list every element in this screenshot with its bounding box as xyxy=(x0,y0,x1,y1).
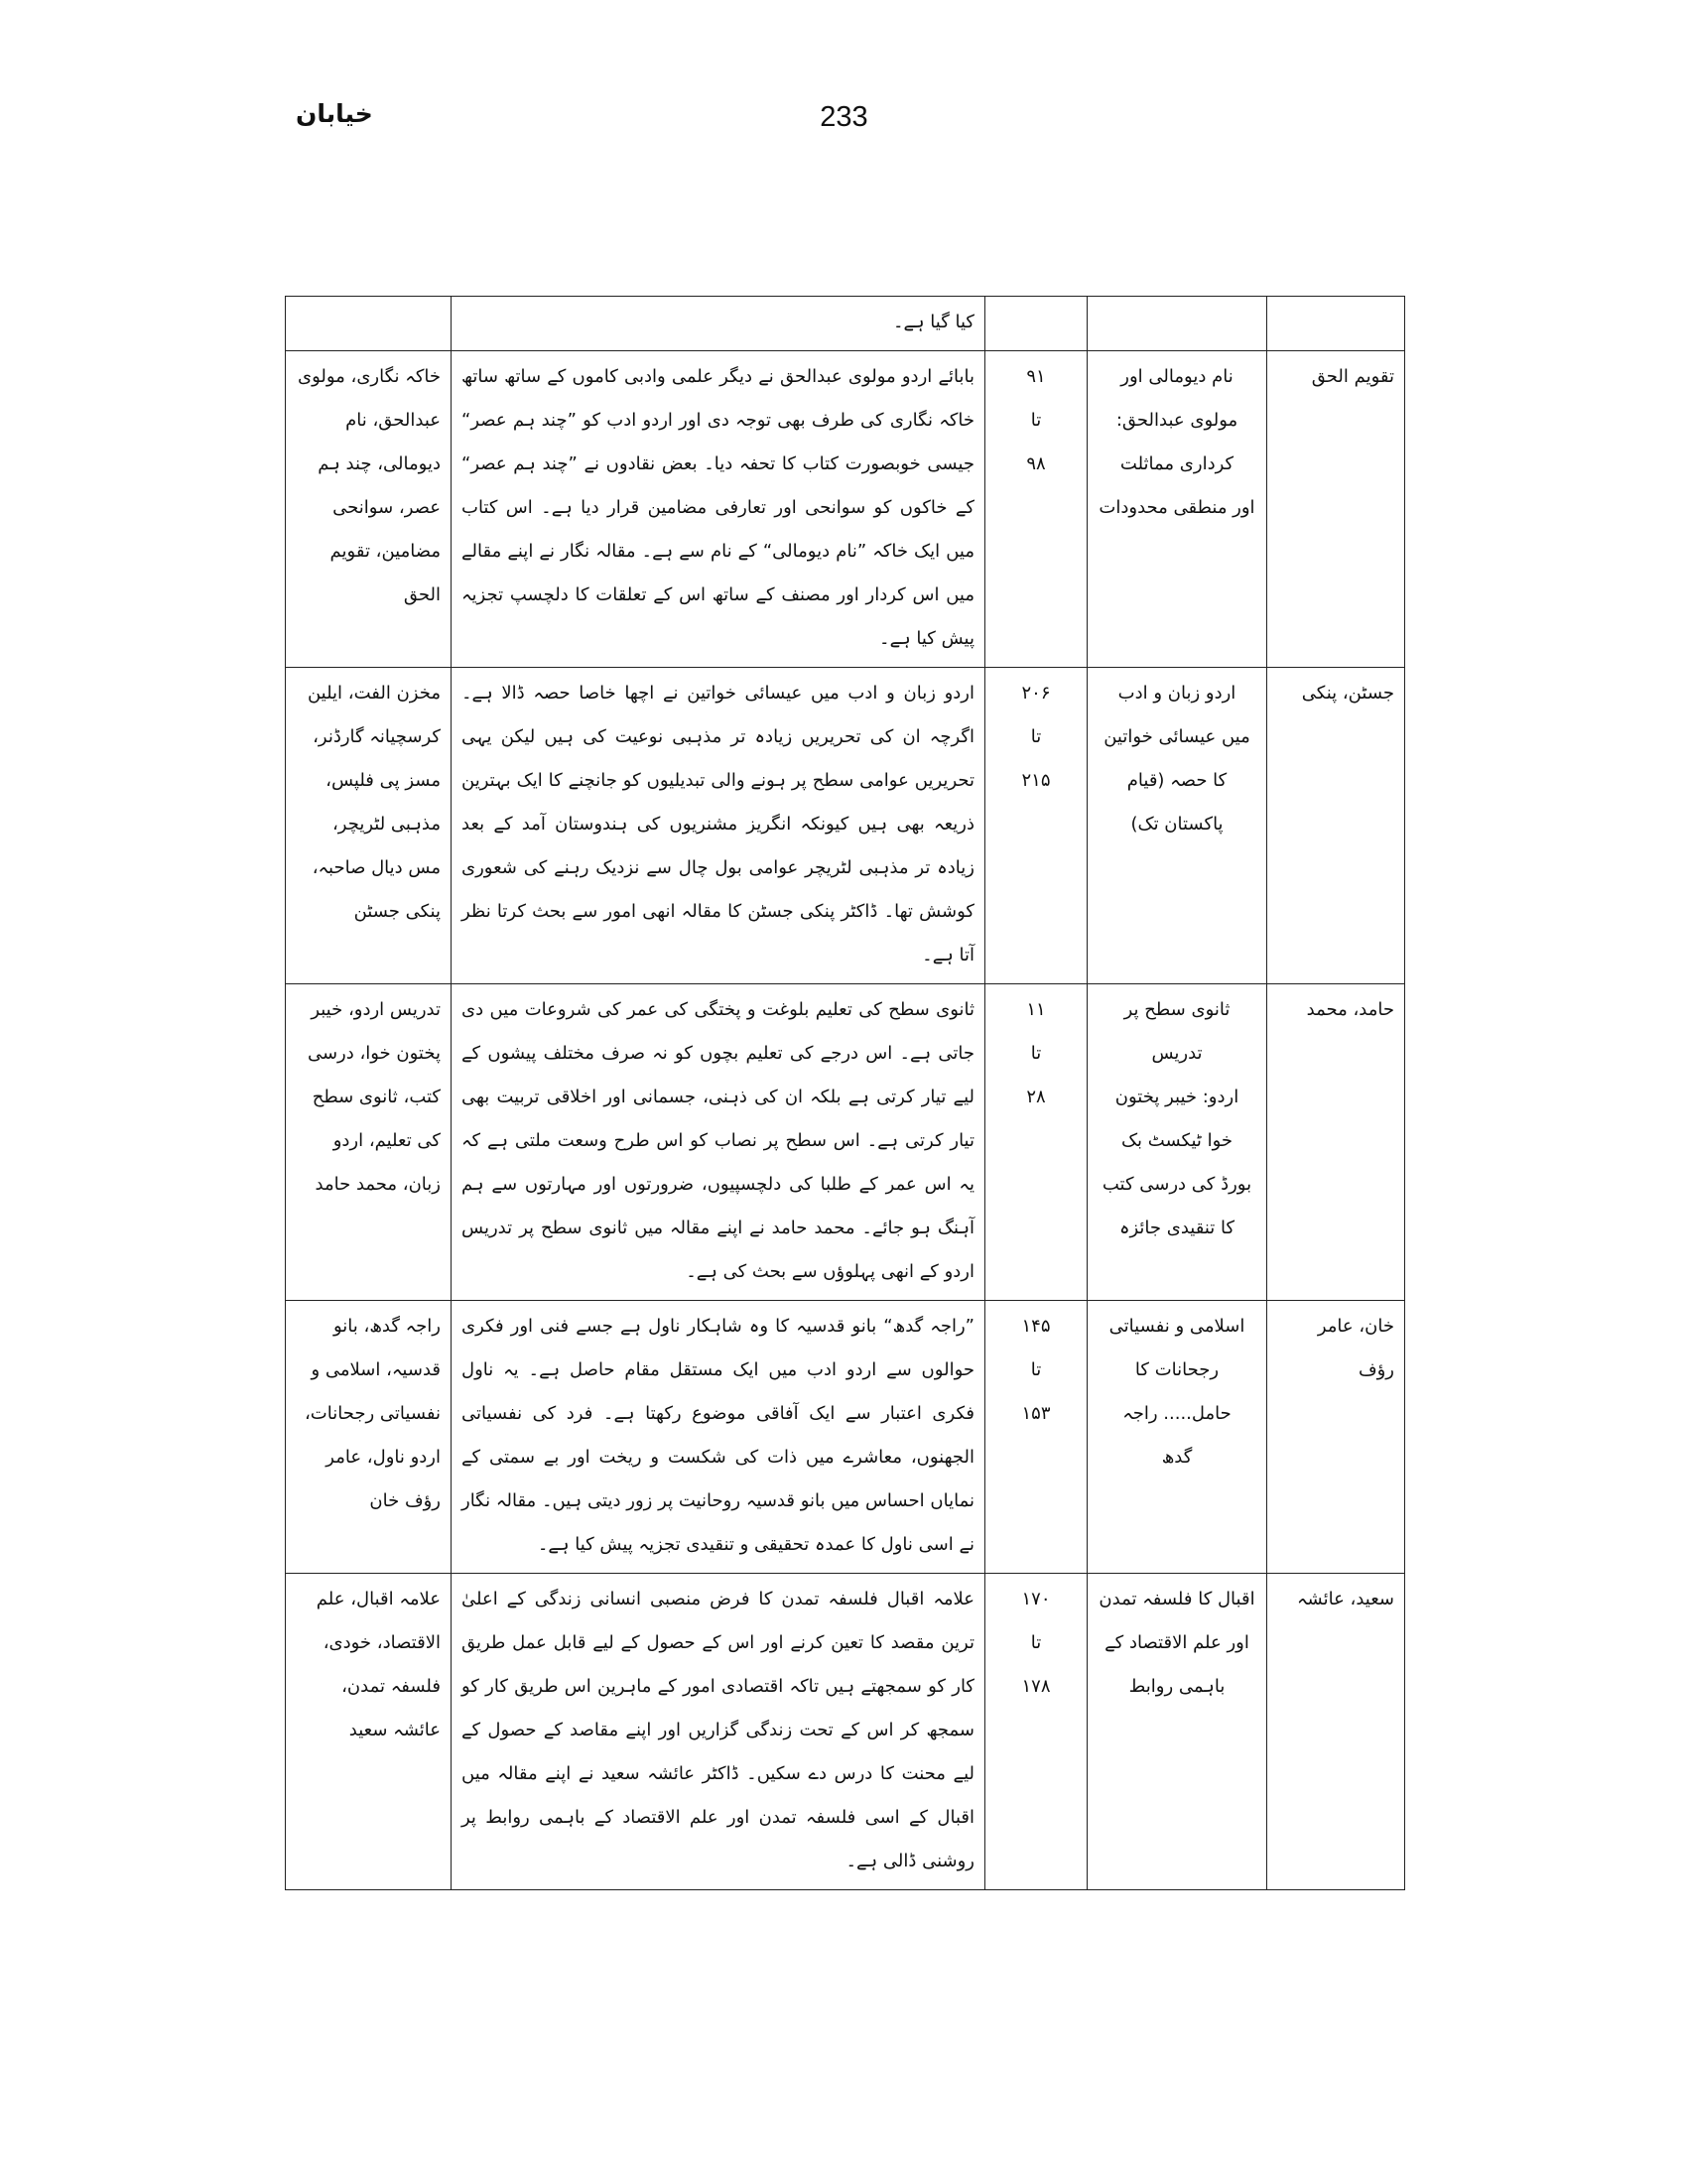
page-from: ۱۴۵ xyxy=(1021,1316,1051,1337)
title-line: اردو: خیبر پختون xyxy=(1114,1087,1239,1107)
title-line: گدھ xyxy=(1161,1447,1193,1468)
title-line: مولوی عبدالحق: xyxy=(1115,410,1238,431)
keywords-cell: خاکہ نگاری، مولوی عبدالحق، نام دیومالی، چند ہم عصر، سوانحی مضامین، تقویم الحق xyxy=(286,351,452,668)
title-line: اقبال کا فلسفہ تمدن xyxy=(1099,1589,1255,1609)
page-to-word: تا xyxy=(1030,410,1042,431)
title-line: اور علم الاقتصاد کے xyxy=(1104,1632,1249,1653)
title-cell xyxy=(1088,351,1267,668)
page-to: ۹۸ xyxy=(1026,453,1046,474)
keywords-cell xyxy=(286,297,452,351)
keywords-cell: علامہ اقبال، علم الاقتصاد، خودی، فلسفہ تمدن، عائشہ سعید xyxy=(286,1574,452,1890)
title-cell xyxy=(1088,297,1267,351)
table-row-continuation xyxy=(286,297,1405,351)
pages-cell xyxy=(985,1574,1088,1890)
journal-title: خیابان xyxy=(296,99,373,128)
pages-cell xyxy=(985,297,1088,351)
page-from: ۹۱ xyxy=(1026,366,1046,387)
page-from: ۲۰۶ xyxy=(1021,683,1051,704)
page-to-word: تا xyxy=(1030,1359,1042,1380)
table-row xyxy=(286,984,1405,1301)
page-to-word: تا xyxy=(1030,1632,1042,1653)
title-line: حامل..... راجہ xyxy=(1122,1403,1232,1424)
summary-cell: علامہ اقبال فلسفہ تمدن کا فرض منصبی انسانی زندگی کے اعلیٰ ترین مقصد کا تعین کرنے اور اس کے حصول کے لیے قابل عمل طریق کار کو سمجھتے ہیں تاکہ اقتصادی امور کے ماہرین اس طریق کار کو سمجھ کر اس کے تحت زندگی گزاریں اور اپنے مقاصد کے حصول کے لیے محنت کا درس دے سکیں۔ ڈاکٹر عائشہ سعید نے اپنے مقالہ میں اقبال کے اسی فلسفہ تمدن اور علم الاقتصاد کے باہمی روابط پر روشنی ڈالی ہے۔ xyxy=(452,1574,985,1890)
page-to: ۲۱۵ xyxy=(1021,770,1051,791)
title-line: نام دیومالی اور xyxy=(1120,366,1234,387)
title-line: ثانوی سطح پر تدریس xyxy=(1123,999,1231,1064)
title-line: میں عیسائی خواتین xyxy=(1104,726,1250,747)
title-line: بورڈ کی درسی کتب xyxy=(1102,1174,1252,1195)
author-cell xyxy=(1267,297,1405,351)
table-row xyxy=(286,1301,1405,1574)
title-line: کا تنقیدی جائزہ xyxy=(1118,1218,1235,1238)
title-line: رجحانات کا xyxy=(1134,1359,1220,1380)
title-line: کرداری مماثلت xyxy=(1119,453,1234,474)
table-row xyxy=(286,1574,1405,1890)
page-from: ۱۱ xyxy=(1026,999,1046,1020)
pages-cell xyxy=(985,668,1088,984)
pages-cell xyxy=(985,1301,1088,1574)
page-to-word: تا xyxy=(1030,726,1042,747)
pages-cell xyxy=(985,351,1088,668)
table-row xyxy=(286,351,1405,668)
page-to: ۲۸ xyxy=(1026,1087,1046,1107)
author-cell: خان، عامر رؤف xyxy=(1267,1301,1405,1574)
page-to: ۱۷۸ xyxy=(1021,1676,1051,1697)
author-cell: حامد، محمد xyxy=(1267,984,1405,1301)
title-line: خوا ٹیکسٹ بک xyxy=(1120,1130,1234,1151)
summary-cell: ثانوی سطح کی تعلیم بلوغت و پختگی کی عمر کی شروعات میں دی جاتی ہے۔ اس درجے کی تعلیم بچوں کو نہ صرف مختلف پیشوں کے لیے تیار کرتی ہے بلکہ ان کی ذہنی، جسمانی اور اخلاقی تربیت بھی تیار کرتی ہے۔ اس سطح پر نصاب کو اس طرح وسعت ملتی ہے کہ یہ اس عمر کے طلبا کی دلچسپیوں، ضرورتوں اور مہارتوں سے ہم آہنگ ہو جائے۔ محمد حامد نے اپنے مقالہ میں ثانوی سطح پر تدریس اردو کے انھی پہلوؤں سے بحث کی ہے۔ xyxy=(452,984,985,1301)
pages-cell xyxy=(985,984,1088,1301)
page-to: ۱۵۳ xyxy=(1021,1403,1051,1424)
keywords-cell: راجہ گدھ، بانو قدسیہ، اسلامی و نفسیاتی رجحانات، اردو ناول، عامر رؤف خان xyxy=(286,1301,452,1574)
title-line: کا حصہ (قیام xyxy=(1126,770,1228,791)
page-to-word: تا xyxy=(1030,1043,1042,1064)
title-line: اور منطقی محدودات xyxy=(1099,497,1255,518)
author-cell: تقویم الحق xyxy=(1267,351,1405,668)
table-row xyxy=(286,668,1405,984)
title-cell xyxy=(1088,984,1267,1301)
title-line: اسلامی و نفسیاتی xyxy=(1108,1316,1245,1337)
title-line: اردو زبان و ادب xyxy=(1117,683,1236,704)
title-line: پاکستان تک) xyxy=(1130,814,1224,835)
author-cell: جسٹن، پنکی xyxy=(1267,668,1405,984)
page-number: 233 xyxy=(820,101,868,133)
article-index-table xyxy=(285,296,1405,1890)
summary-cell: بابائے اردو مولوی عبدالحق نے دیگر علمی وادبی کاموں کے ساتھ ساتھ خاکہ نگاری کی طرف بھی توجہ دی اور اردو ادب کو ”چند ہم عصر“ جیسی خوبصورت کتاب کا تحفہ دیا۔ بعض نقادوں نے ”چند ہم عصر“ کے خاکوں کو سوانحی اور تعارفی مضامین قرار دیا ہے۔ اس کتاب میں ایک خاکہ ”نام دیومالی“ کے نام سے ہے۔ مقالہ نگار نے اپنے مقالے میں اس کردار اور مصنف کے ساتھ اس کے تعلقات کا دلچسپ تجزیہ پیش کیا ہے۔ xyxy=(452,351,985,668)
page-from: ۱۷۰ xyxy=(1021,1589,1051,1609)
title-line: باہمی روابط xyxy=(1128,1676,1226,1697)
keywords-cell: تدریس اردو، خیبر پختون خوا، درسی کتب، ثانوی سطح کی تعلیم، اردو زبان، محمد حامد xyxy=(286,984,452,1301)
summary-cell: ”راجہ گدھ“ بانو قدسیہ کا وہ شاہکار ناول ہے جسے فنی اور فکری حوالوں سے اردو ادب میں ایک مستقل مقام حاصل ہے۔ یہ ناول فکری اعتبار سے ایک آفاقی موضوع رکھتا ہے۔ فرد کی نفسیاتی الجھنوں، معاشرے میں ذات کی شکست و ریخت اور بے سمتی کے نمایاں احساس میں بانو قدسیہ روحانیت پر زور دیتی ہیں۔ مقالہ نگار نے اسی ناول کا عمدہ تحقیقی و تنقیدی تجزیہ پیش کیا ہے۔ xyxy=(452,1301,985,1574)
title-cell xyxy=(1088,1301,1267,1574)
title-cell xyxy=(1088,1574,1267,1890)
summary-cell: کیا گیا ہے۔ xyxy=(452,297,985,351)
keywords-cell: مخزن الفت، ایلین کرسچیانہ گارڈنر، مسز پی فلپس، مذہبی لٹریچر، مس دیال صاحبہ، پنکی جسٹن xyxy=(286,668,452,984)
title-cell xyxy=(1088,668,1267,984)
author-cell: سعید، عائشہ xyxy=(1267,1574,1405,1890)
summary-cell: اردو زبان و ادب میں عیسائی خواتین نے اچھا خاصا حصہ ڈالا ہے۔ اگرچہ ان کی تحریریں زیادہ تر مذہبی نوعیت کی ہیں لیکن یہی تحریریں عوامی سطح پر ہونے والی تبدیلیوں کو جانچنے کا ایک بہترین ذریعہ بھی ہیں کیونکہ انگریز مشنریوں کی ہندوستان آمد کے بعد زیادہ تر مذہبی لٹریچر عوامی بول چال سے نزدیک رہنے کی شعوری کوشش تھا۔ ڈاکٹر پنکی جسٹن کا مقالہ انھی امور سے بحث کرتا نظر آتا ہے۔ xyxy=(452,668,985,984)
